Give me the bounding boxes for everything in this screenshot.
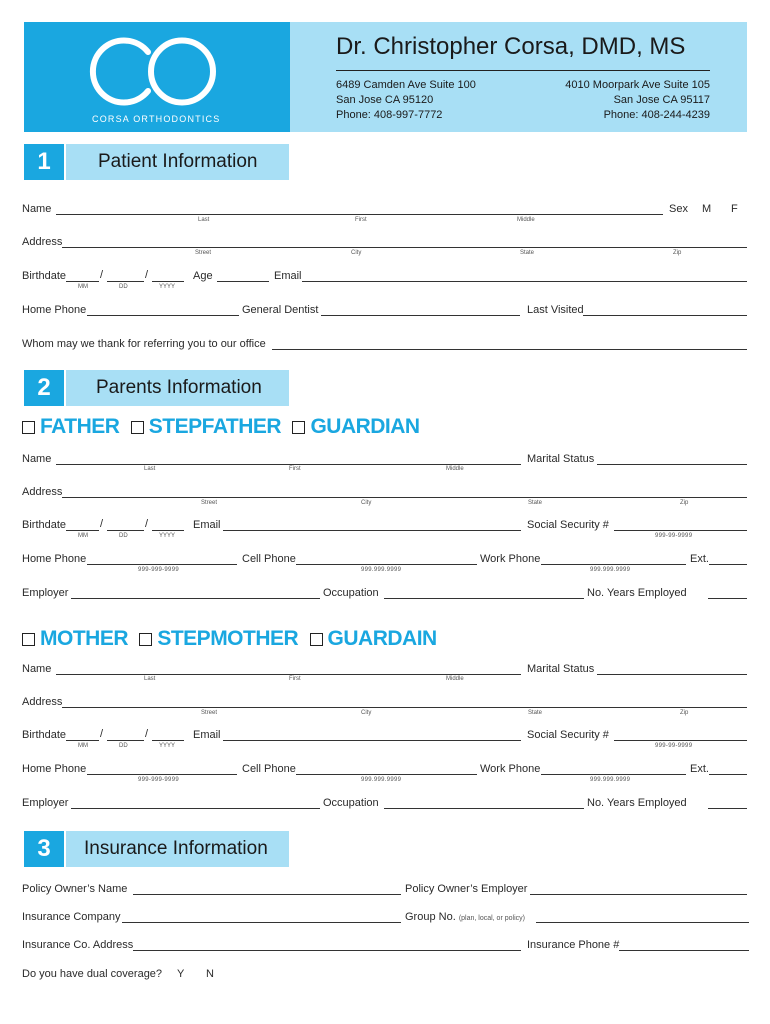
father-birth-year-field[interactable]	[152, 530, 184, 531]
father-ssn-placeholder: 999-99-9999	[655, 533, 693, 539]
date-mm-sub: MM	[78, 743, 88, 749]
father-ext-label: Ext.	[690, 553, 709, 565]
father-name-last-sub: Last	[144, 466, 156, 472]
patient-address-city-sub: City	[351, 250, 362, 256]
policy-owner-name-field[interactable]	[133, 894, 401, 895]
father-address-street-sub: Street	[201, 500, 218, 506]
father-address-state-sub: State	[528, 500, 543, 506]
mother-home-phone-label: Home Phone	[22, 763, 87, 775]
father-name-field[interactable]	[56, 464, 521, 465]
date-separator: /	[100, 728, 104, 740]
policy-owner-employer-label: Policy Owner’s Employer	[405, 883, 528, 895]
father-employer-label: Employer	[22, 587, 69, 599]
father-ext-field[interactable]	[709, 564, 747, 565]
mother-name-first-sub: First	[289, 676, 301, 682]
father-home-phone-field[interactable]	[87, 564, 237, 565]
sex-male-option[interactable]: M	[702, 203, 712, 215]
mother-cell-phone-placeholder: 999.999.9999	[361, 777, 402, 783]
insurance-company-field[interactable]	[122, 922, 401, 923]
referral-label: Whom may we thank for referring you to our office	[22, 338, 266, 350]
group-no-label	[405, 911, 525, 925]
section2-number: 2	[24, 370, 64, 406]
father-occupation-label: Occupation	[323, 587, 379, 599]
last-visited-label: Last Visited	[527, 304, 584, 316]
mother-occupation-field[interactable]	[384, 808, 584, 809]
date-dd-sub: DD	[119, 284, 128, 290]
sex-label: Sex	[669, 203, 688, 215]
referral-field[interactable]	[272, 349, 747, 350]
father-address-city-sub: City	[361, 500, 372, 506]
stepmother-checkbox[interactable]	[139, 633, 152, 646]
mother-cell-phone-field[interactable]	[296, 774, 477, 775]
father-name-label: Name	[22, 453, 52, 465]
patient-address-street-sub: Street	[195, 250, 212, 256]
father-ssn-label: Social Security #	[527, 519, 609, 531]
patient-name-label: Name	[22, 203, 52, 215]
father-guardian-option[interactable]	[292, 414, 419, 440]
brand-name: CORSA ORTHODONTICS	[92, 114, 221, 124]
office2-phone: Phone: 408-244-4239	[603, 109, 710, 121]
date-mm-sub: MM	[78, 533, 88, 539]
father-option[interactable]	[22, 414, 119, 440]
date-mm-sub: MM	[78, 284, 88, 290]
header-divider	[336, 70, 710, 71]
mother-employer-label: Employer	[22, 797, 69, 809]
mother-work-phone-field[interactable]	[541, 774, 686, 775]
father-name-first-sub: First	[289, 466, 301, 472]
father-checkbox[interactable]	[22, 421, 35, 434]
mother-address-street-sub: Street	[201, 710, 218, 716]
doctor-name: Dr. Christopher Corsa, DMD, MS	[336, 33, 686, 60]
mother-occupation-label: Occupation	[323, 797, 379, 809]
section2-title: Parents Information	[66, 370, 289, 406]
patient-name-first-sub: First	[355, 217, 367, 223]
father-work-phone-field[interactable]	[541, 564, 686, 565]
group-no-note: (plan, local, or policy)	[458, 915, 525, 922]
father-ssn-field[interactable]	[614, 530, 747, 531]
mother-guardian-option-label: GUARDAIN	[327, 627, 437, 650]
general-dentist-label: General Dentist	[242, 304, 319, 316]
date-dd-sub: DD	[119, 743, 128, 749]
father-marital-status-label: Marital Status	[527, 453, 595, 465]
age-label: Age	[193, 270, 213, 282]
father-guardian-option-label: GUARDIAN	[310, 415, 420, 438]
patient-home-phone-field[interactable]	[87, 315, 239, 316]
mother-cell-phone-label: Cell Phone	[242, 763, 296, 775]
father-cell-phone-placeholder: 999.999.9999	[361, 567, 402, 573]
policy-owner-name-label: Policy Owner’s Name	[22, 883, 128, 895]
last-visited-field[interactable]	[583, 315, 747, 316]
mother-home-phone-field[interactable]	[87, 774, 237, 775]
date-yyyy-sub: YYYY	[159, 533, 176, 539]
group-no-text: Group No.	[405, 911, 456, 923]
date-yyyy-sub: YYYY	[159, 743, 176, 749]
mother-guardian-checkbox[interactable]	[310, 633, 323, 646]
father-address-label: Address	[22, 486, 63, 498]
mother-ext-field[interactable]	[709, 774, 747, 775]
group-no-field[interactable]	[536, 922, 749, 923]
mother-home-phone-placeholder: 999-999-9999	[138, 777, 179, 783]
stepfather-option-label: STEPFATHER	[148, 415, 282, 438]
office1-street: 6489 Camden Ave Suite 100	[336, 79, 476, 91]
corsa-logo-icon	[86, 34, 226, 109]
patient-birthdate-label: Birthdate	[22, 270, 67, 282]
father-name-middle-sub: Middle	[446, 466, 464, 472]
office-address-moorpark	[565, 78, 710, 123]
mother-marital-status-field[interactable]	[597, 674, 747, 675]
mother-employer-field[interactable]	[71, 808, 320, 809]
father-occupation-field[interactable]	[384, 598, 584, 599]
mother-guardian-option[interactable]	[310, 626, 437, 652]
father-birth-day-field[interactable]	[107, 530, 144, 531]
mother-option-label: MOTHER	[40, 627, 128, 650]
mother-ext-label: Ext.	[690, 763, 709, 775]
mother-marital-status-label: Marital Status	[527, 663, 595, 675]
father-work-phone-label: Work Phone	[480, 553, 541, 565]
father-birthdate-label: Birthdate	[22, 519, 67, 531]
stepfather-checkbox[interactable]	[131, 421, 144, 434]
mother-address-zip-sub: Zip	[680, 710, 689, 716]
mother-ssn-field[interactable]	[614, 740, 747, 741]
mother-name-last-sub: Last	[144, 676, 156, 682]
patient-home-phone-label: Home Phone	[22, 304, 87, 316]
father-option-label: FATHER	[40, 415, 120, 438]
insurance-phone-field[interactable]	[619, 950, 749, 951]
mother-email-label: Email	[193, 729, 221, 741]
mother-type-options	[22, 626, 443, 652]
date-dd-sub: DD	[119, 533, 128, 539]
patient-birth-year-field[interactable]	[152, 281, 184, 282]
father-home-phone-label: Home Phone	[22, 553, 87, 565]
mother-ssn-placeholder: 999-99-9999	[655, 743, 693, 749]
father-address-zip-sub: Zip	[680, 500, 689, 506]
father-years-employed-label: No. Years Employed	[587, 587, 687, 599]
father-email-field[interactable]	[223, 530, 521, 531]
date-yyyy-sub: YYYY	[159, 284, 176, 290]
section1-title: Patient Information	[66, 144, 289, 180]
mother-years-employed-field[interactable]	[708, 808, 747, 809]
insurance-address-label: Insurance Co. Address	[22, 939, 134, 951]
mother-name-middle-sub: Middle	[446, 676, 464, 682]
general-dentist-field[interactable]	[321, 315, 520, 316]
section3-title: Insurance Information	[66, 831, 289, 867]
date-separator: /	[100, 269, 104, 281]
office1-city: San Jose CA 95120	[336, 94, 434, 106]
mother-email-field[interactable]	[223, 740, 521, 741]
mother-birth-month-field[interactable]	[66, 740, 99, 741]
mother-work-phone-label: Work Phone	[480, 763, 541, 775]
stepmother-option[interactable]	[139, 626, 298, 652]
mother-ssn-label: Social Security #	[527, 729, 609, 741]
office2-city: San Jose CA 95117	[613, 94, 710, 106]
father-type-options	[22, 414, 426, 440]
section1-number: 1	[24, 144, 64, 180]
mother-years-employed-label: No. Years Employed	[587, 797, 687, 809]
insurance-company-label: Insurance Company	[22, 911, 121, 923]
date-separator: /	[145, 728, 149, 740]
mother-work-phone-placeholder: 999.999.9999	[590, 777, 631, 783]
patient-email-label: Email	[274, 270, 302, 282]
patient-name-middle-sub: Middle	[517, 217, 535, 223]
office1-phone: Phone: 408-997-7772	[336, 109, 443, 121]
sex-female-option[interactable]: F	[731, 203, 738, 215]
mother-birth-year-field[interactable]	[152, 740, 184, 741]
stepmother-option-label: STEPMOTHER	[157, 627, 299, 650]
mother-name-label: Name	[22, 663, 52, 675]
father-birth-month-field[interactable]	[66, 530, 99, 531]
insurance-phone-label: Insurance Phone #	[527, 939, 620, 951]
patient-address-state-sub: State	[520, 250, 535, 256]
insurance-address-field[interactable]	[133, 950, 521, 951]
father-cell-phone-label: Cell Phone	[242, 553, 296, 565]
mother-birthdate-label: Birthdate	[22, 729, 67, 741]
office-address-camden	[336, 78, 476, 123]
father-years-employed-field[interactable]	[708, 598, 747, 599]
office2-street: 4010 Moorpark Ave Suite 105	[565, 79, 710, 91]
mother-option[interactable]	[22, 626, 128, 652]
policy-owner-employer-field[interactable]	[530, 894, 747, 895]
dual-coverage-label: Do you have dual coverage?	[22, 968, 163, 980]
father-guardian-checkbox[interactable]	[292, 421, 305, 434]
mother-name-field[interactable]	[56, 674, 521, 675]
patient-birth-day-field[interactable]	[107, 281, 144, 282]
father-marital-status-field[interactable]	[597, 464, 747, 465]
date-separator: /	[145, 518, 149, 530]
patient-address-field[interactable]	[62, 247, 747, 248]
mother-address-field[interactable]	[62, 707, 747, 708]
mother-address-label: Address	[22, 696, 63, 708]
father-employer-field[interactable]	[71, 598, 320, 599]
age-field[interactable]	[217, 281, 269, 282]
patient-name-field[interactable]	[56, 214, 663, 215]
father-work-phone-placeholder: 999.999.9999	[590, 567, 631, 573]
patient-birth-month-field[interactable]	[66, 281, 99, 282]
father-address-field[interactable]	[62, 497, 747, 498]
mother-checkbox[interactable]	[22, 633, 35, 646]
father-email-label: Email	[193, 519, 221, 531]
date-separator: /	[100, 518, 104, 530]
patient-email-field[interactable]	[302, 281, 747, 282]
dual-coverage-no-option[interactable]: N	[206, 968, 214, 980]
patient-address-label: Address	[22, 236, 63, 248]
patient-name-last-sub: Last	[198, 217, 210, 223]
stepfather-option[interactable]	[131, 414, 281, 440]
date-separator: /	[145, 269, 149, 281]
mother-address-state-sub: State	[528, 710, 543, 716]
patient-address-zip-sub: Zip	[673, 250, 682, 256]
father-cell-phone-field[interactable]	[296, 564, 477, 565]
section3-number: 3	[24, 831, 64, 867]
mother-birth-day-field[interactable]	[107, 740, 144, 741]
dual-coverage-yes-option[interactable]: Y	[177, 968, 185, 980]
mother-address-city-sub: City	[361, 710, 372, 716]
father-home-phone-placeholder: 999-999-9999	[138, 567, 179, 573]
